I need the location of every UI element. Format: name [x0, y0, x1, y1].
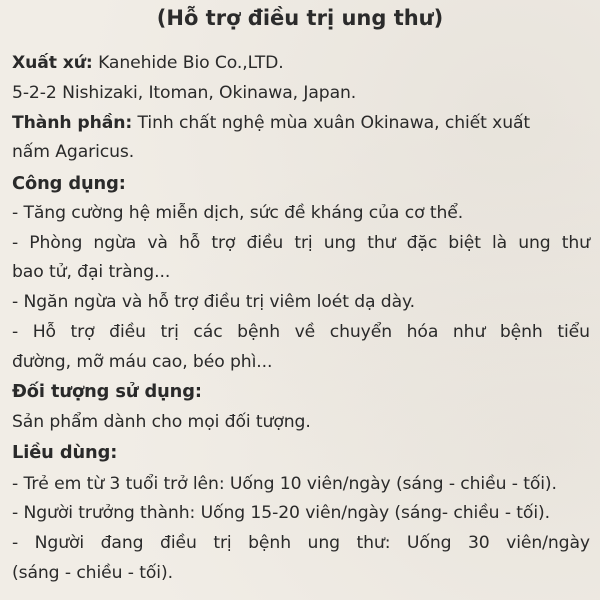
ingredients-label: Thành phần:	[12, 113, 133, 133]
word: hỗ	[178, 233, 201, 253]
word: ung	[323, 233, 357, 253]
word: trị	[160, 322, 179, 342]
word: trợ	[70, 322, 95, 342]
word: trợ	[211, 233, 236, 253]
word: -	[12, 533, 19, 553]
address-line: 5-2-2 Nishizaki, Itoman, Okinawa, Japan.	[12, 83, 357, 103]
word: hóa	[406, 322, 439, 342]
word: bệnh	[248, 533, 291, 553]
word: như	[452, 322, 486, 342]
word: thư	[367, 233, 396, 253]
word: ngừa	[93, 233, 137, 253]
target-text: Sản phẩm dành cho mọi đối tượng.	[12, 412, 311, 432]
word: và	[147, 233, 168, 253]
word: trị	[213, 533, 232, 553]
word: viên/ngày	[506, 533, 590, 553]
word: điều	[109, 322, 146, 342]
word: Phòng	[29, 233, 83, 253]
cropped-text-bottom	[12, 587, 600, 600]
ingredients-value: Tinh chất nghệ mùa xuân Okinawa, chiết xuất	[137, 113, 531, 133]
origin-value: Kanehide Bio Co.,LTD.	[98, 53, 284, 73]
word: tiểu	[557, 322, 590, 342]
word: Người	[34, 533, 85, 553]
uses-item-4	[12, 320, 590, 344]
uses-item-4-cont: đường, mỡ máu cao, béo phì...	[12, 352, 273, 372]
document-title: (Hỗ trợ điều trị ung thư)	[156, 6, 444, 30]
target-heading: Đối tượng sử dụng:	[12, 381, 202, 402]
word: bệnh	[237, 322, 281, 342]
word: về	[294, 322, 316, 342]
word: trị	[294, 233, 313, 253]
origin-line	[12, 51, 590, 75]
word: đặc	[406, 233, 438, 253]
dosage-item-1: - Trẻ em từ 3 tuổi trở lên: Uống 10 viên/ngày (sáng - chiều - tối).	[12, 474, 557, 494]
uses-item-2	[12, 231, 590, 255]
word: là	[492, 233, 508, 253]
word: 30	[467, 533, 490, 553]
word: -	[12, 322, 19, 342]
word: bệnh	[499, 322, 543, 342]
dosage-item-2: - Người trưởng thành: Uống 15-20 viên/ngày (sáng- chiều - tối).	[12, 503, 550, 523]
word: thư:	[356, 533, 391, 553]
uses-item-3: - Ngăn ngừa và hỗ trợ điều trị viêm loét dạ dày.	[12, 292, 416, 312]
dosage-item-3	[12, 531, 590, 555]
uses-item-2-cont: bao tử, đại tràng...	[12, 262, 171, 282]
word: các	[193, 322, 223, 342]
word: chuyển	[329, 322, 393, 342]
word: Hỗ	[32, 322, 56, 342]
word: -	[12, 233, 19, 253]
dosage-item-3-cont: (sáng - chiều - tối).	[12, 563, 173, 583]
word: ung	[518, 233, 551, 253]
ingredients-line	[12, 111, 590, 135]
word: đang	[100, 533, 144, 553]
origin-label: Xuất xứ:	[12, 53, 93, 73]
ingredients-line-2: nấm Agaricus.	[12, 142, 135, 162]
word: điều	[246, 233, 284, 253]
uses-heading: Công dụng:	[12, 173, 126, 194]
word: ung	[307, 533, 340, 553]
word: thư	[561, 233, 590, 253]
word: điều	[160, 533, 197, 553]
word: biệt	[448, 233, 481, 253]
dosage-heading: Liều dùng:	[12, 442, 118, 463]
uses-item-1: - Tăng cường hệ miễn dịch, sức đề kháng của cơ thể.	[12, 203, 464, 223]
word: Uống	[406, 533, 452, 553]
